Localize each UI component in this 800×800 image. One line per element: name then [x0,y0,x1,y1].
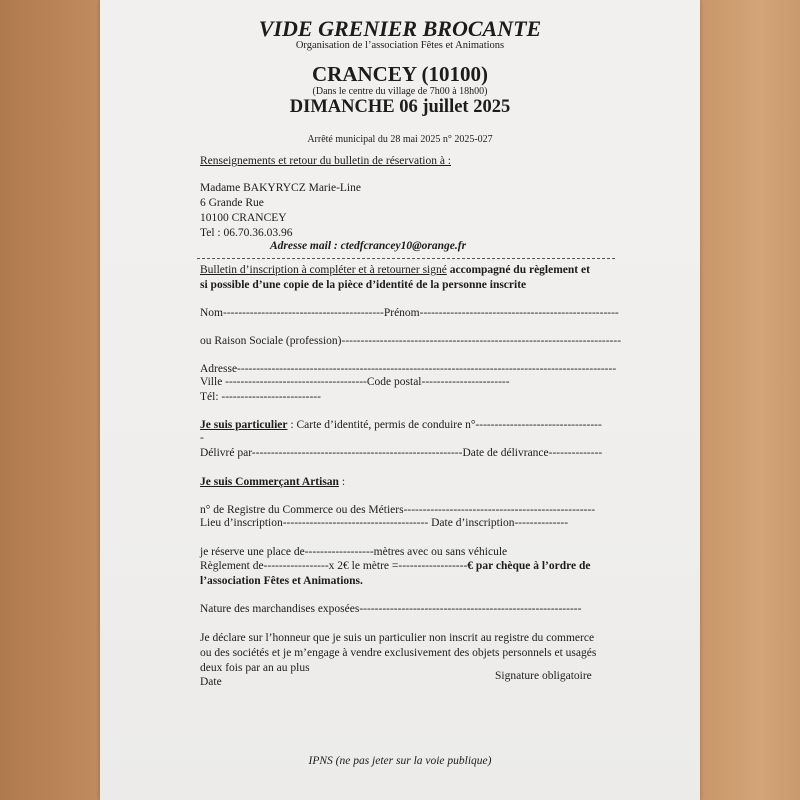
location-hours: (Dans le centre du village de 7h00 à 18h00) [312,86,488,97]
field-adresse[interactable]: Adresse--------------------------------------------------------------------------------------------------- [200,363,617,375]
contact-heading: Renseignements et retour du bulletin de réservation à : [200,155,452,167]
particulier-line [200,419,602,431]
particulier-id-field[interactable]: : Carte d’identité, permis de conduire n°--------------------------------- [287,419,602,431]
table-surface-right [700,0,800,800]
field-raison-sociale[interactable]: ou Raison Sociale (profession)------------------------------------------------------------------------- [200,335,622,347]
footer-ipns: IPNS (ne pas jeter sur la voie publique) [308,755,492,767]
form-intro-bold: accompagné du règlement et [446,264,590,276]
event-title: VIDE GRENIER BROCANTE [258,16,542,41]
contact-city: 10100 CRANCEY [200,212,287,224]
field-delivre-par[interactable]: Délivré par-------------------------------------------------------Date de délivrance-------------- [200,447,603,459]
field-reglement[interactable]: Règlement de-----------------x 2€ le mètre =------------------€ par chèque à l’ordre de [200,560,591,572]
field-registre[interactable]: n° de Registre du Commerce ou des Métiers-------------------------------------------------- [200,504,596,516]
association-line: l’association Fêtes et Animations. [200,575,363,587]
date-label: Date [200,676,222,688]
contact-street: 6 Grande Rue [200,197,264,209]
flyer-page [100,0,700,800]
contact-phone: Tel : 06.70.36.03.96 [200,227,293,239]
table-surface-left [0,0,100,800]
contact-email: Adresse mail : ctedfcrancey10@orange.fr [270,240,467,252]
decree-line: Arrêté municipal du 28 mai 2025 n° 2025-027 [307,134,493,145]
field-ville-code-postal[interactable]: Ville -------------------------------------Code postal----------------------- [200,376,510,388]
commercant-label: Je suis Commerçant Artisan [200,476,339,488]
event-date: DIMANCHE 06 juillet 2025 [289,97,511,117]
declaration-line-3: deux fois par an au plus [200,662,310,674]
form-intro-line-2: si possible d’une copie de la pièce d’identité de la personne inscrite [200,279,527,291]
field-nature-marchandises[interactable]: Nature des marchandises exposées---------------------------------------------------------- [200,603,582,615]
field-lieu-date-inscription[interactable]: Lieu d’inscription-------------------------------------- Date d’inscription-------------- [200,517,569,529]
town-heading: CRANCEY (10100) [312,62,488,86]
field-nom-prenom[interactable]: Nom------------------------------------------Prénom---------------------------------------------------- [200,307,619,319]
declaration-line-2: ou des sociétés et je m’engage à vendre exclusivement des objets personnels et usagés [200,647,597,659]
particulier-label: Je suis particulier [200,419,288,431]
field-reservation[interactable]: je réserve une place de------------------mètres avec ou sans véhicule [200,546,508,558]
field-tel[interactable]: Tél: -------------------------- [200,391,321,403]
commercant-line: Je suis Commerçant Artisan : [200,476,346,488]
organiser-line: Organisation de l’association Fêtes et Animations [295,40,505,51]
form-intro-underlined: Bulletin d’inscription à compléter et à retourner signé [200,264,447,276]
signature-label: Signature obligatoire [495,670,592,682]
form-intro-line-1 [200,264,590,276]
particulier-wrap: - [200,432,204,444]
declaration-line-1: Je déclare sur l’honneur que je suis un particulier non inscrit au registre du commerce [200,632,595,644]
divider [197,258,615,259]
contact-name: Madame BAKYRYCZ Marie-Line [200,182,361,194]
